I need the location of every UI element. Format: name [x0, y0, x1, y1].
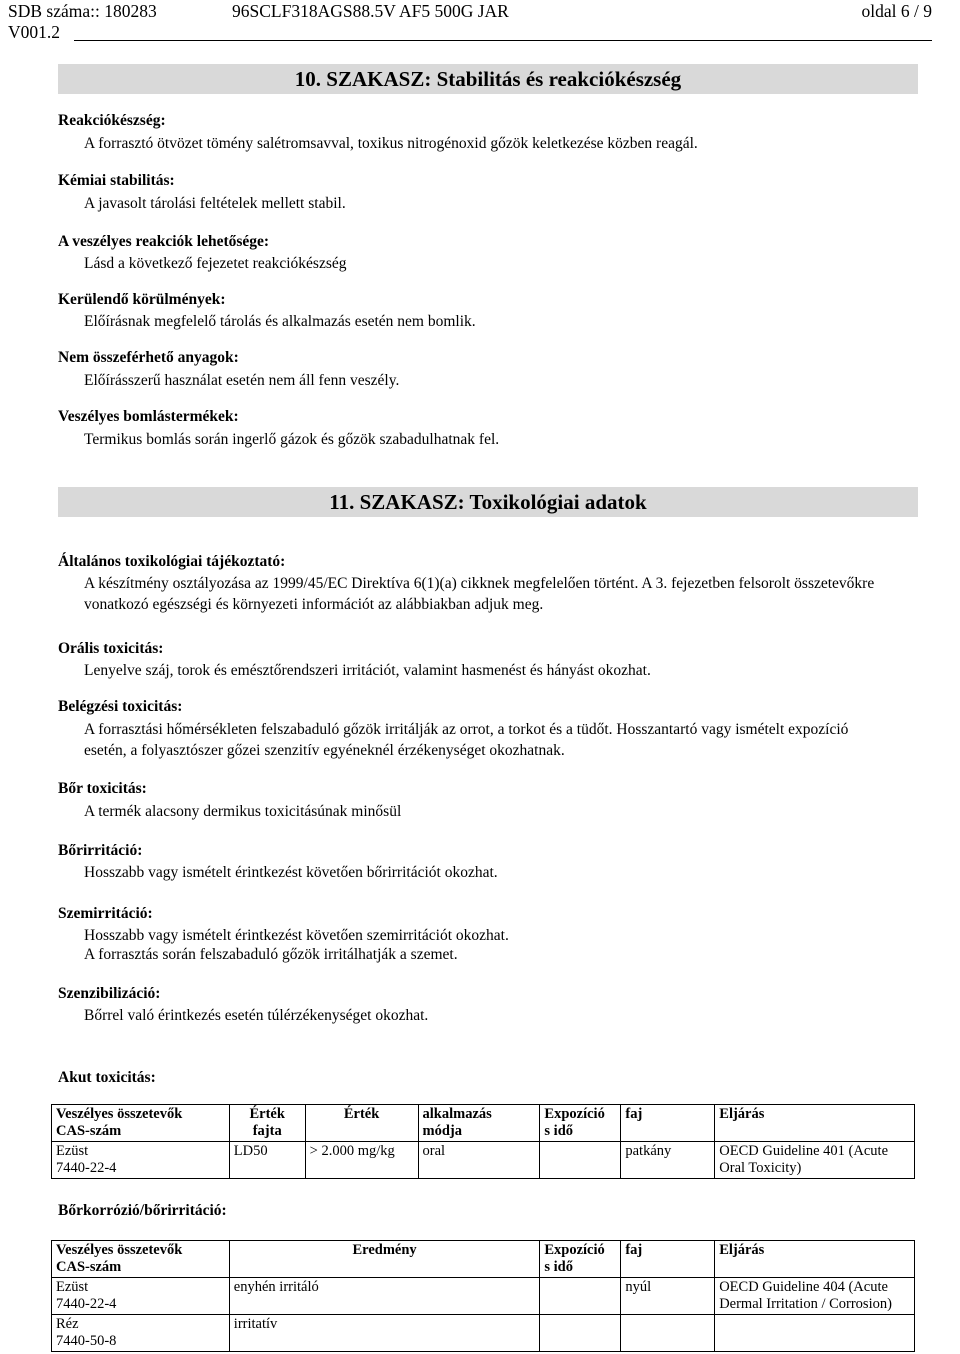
conditions-to-avoid-label: Kerülendő körülmények:: [58, 291, 226, 308]
oral-toxicity-label: Orális toxicitás:: [58, 640, 164, 657]
eye-irritation-text-2: A forrasztás során felszabaduló gőzök irritálhatják a szemet.: [84, 946, 458, 963]
cell-value-type: LD50: [229, 1142, 305, 1179]
header-component: Veszélyes összetevők CAS-szám: [52, 1241, 230, 1278]
cell-component: Réz 7440-50-8: [52, 1315, 230, 1352]
reactivity-label: Reakciókészség:: [58, 112, 166, 129]
decomposition-products-text: Termikus bomlás során ingerlő gázok és gőzök szabadulhatnak fel.: [84, 431, 500, 448]
decomposition-products-label: Veszélyes bomlástermékek:: [58, 408, 239, 425]
dermal-toxicity-label: Bőr toxicitás:: [58, 780, 147, 797]
sds-number: SDB száma:: 180283: [8, 1, 157, 21]
general-toxicology-label: Általános toxikológiai tájékoztató:: [58, 553, 286, 570]
chemical-stability-text: A javasolt tárolási feltételek mellett stabil.: [84, 195, 346, 212]
cell-route: oral: [418, 1142, 540, 1179]
table-row: [52, 1142, 915, 1179]
table-header-row: [52, 1241, 915, 1278]
cell-species: nyúl: [621, 1278, 715, 1315]
table-row: [52, 1278, 915, 1315]
section-10-title: 10. SZAKASZ: Stabilitás és reakciókészség: [58, 64, 918, 94]
header-method: Eljárás: [715, 1241, 915, 1278]
incompatible-materials-label: Nem összeférhető anyagok:: [58, 349, 239, 366]
eye-irritation-text: Hosszabb vagy ismételt érintkezést követően szemirritációt okozhat.: [84, 927, 509, 944]
cell-component: Ezüst 7440-22-4: [52, 1278, 230, 1315]
header-route: alkalmazás módja: [418, 1105, 540, 1142]
product-name: 96SCLF318AGS88.5V AF5 500G JAR: [232, 1, 509, 21]
cell-method: OECD Guideline 404 (Acute Dermal Irritation / Corrosion): [715, 1278, 915, 1315]
header-exposure: Expozíció s idő: [540, 1241, 621, 1278]
sensitization-label: Szenzibilizáció:: [58, 985, 161, 1002]
cell-value: > 2.000 mg/kg: [305, 1142, 418, 1179]
cell-species: patkány: [621, 1142, 715, 1179]
section-11-title: 11. SZAKASZ: Toxikológiai adatok: [58, 487, 918, 517]
hazardous-reactions-text: Lásd a következő fejezetet reakciókészség: [84, 255, 347, 272]
cell-species: [621, 1315, 715, 1352]
cell-exposure: [540, 1278, 621, 1315]
table-row: [52, 1315, 915, 1352]
inhalation-toxicity-label: Belégzési toxicitás:: [58, 698, 183, 715]
conditions-to-avoid-text: Előírásnak megfelelő tárolás és alkalmazás esetén nem bomlik.: [84, 313, 476, 330]
hazardous-reactions-label: A veszélyes reakciók lehetősége:: [58, 233, 270, 250]
cell-method: [715, 1315, 915, 1352]
skin-corrosion-label: Bőrkorrózió/bőrirritáció:: [58, 1202, 227, 1219]
inhalation-toxicity-text: A forrasztási hőmérsékleten felszabaduló gőzök irritálják az orrot, a torkot és a tüdőt. Hosszantartó vagy ismételt expozíció esetén, a folyasztószer gőzei szenzitív egyéneknél érzékenységet okozhatnak.: [84, 721, 849, 759]
dermal-toxicity-text: A termék alacsony dermikus toxicitásúnak minősül: [84, 803, 402, 820]
header-divider: [74, 40, 932, 41]
acute-toxicity-label: Akut toxicitás:: [58, 1069, 156, 1086]
skin-corrosion-table: [51, 1240, 915, 1352]
header-method: Eljárás: [715, 1105, 915, 1142]
page-number: oldal 6 / 9: [861, 1, 932, 21]
header-result: Eredmény: [229, 1241, 540, 1278]
oral-toxicity-text: Lenyelve száj, torok és emésztőrendszeri irritációt, valamint hasmenést és hányást okozhat.: [84, 662, 651, 679]
chemical-stability-label: Kémiai stabilitás:: [58, 172, 175, 189]
cell-method: OECD Guideline 401 (Acute Oral Toxicity): [715, 1142, 915, 1179]
header-species: faj: [621, 1241, 715, 1278]
table-header-row: [52, 1105, 915, 1142]
header-value: Érték: [305, 1105, 418, 1142]
incompatible-materials-text: Előírásszerű használat esetén nem áll fenn veszély.: [84, 372, 400, 389]
sensitization-text: Bőrrel való érintkezés esetén túlérzékenységet okozhat.: [84, 1007, 429, 1024]
eye-irritation-label: Szemirritáció:: [58, 905, 153, 922]
skin-irritation-text: Hosszabb vagy ismételt érintkezést követően bőrirritációt okozhat.: [84, 864, 498, 881]
header-value-type: Érték fajta: [229, 1105, 305, 1142]
version: V001.2: [8, 22, 61, 42]
reactivity-text: A forrasztó ötvözet tömény salétromsavval, toxikus nitrogénoxid gőzök keletkezése közben reagál.: [84, 135, 698, 152]
cell-result: irritatív: [229, 1315, 540, 1352]
general-toxicology-text: A készítmény osztályozása az 1999/45/EC Direktíva 6(1)(a) cikknek megfelelően történt. A 3. fejezetben felsorolt összetevőkre vonatkozó egészségi és környezeti információt az alábbiakban adjuk meg.: [84, 575, 875, 613]
skin-irritation-label: Bőrirritáció:: [58, 842, 143, 859]
cell-exposure: [540, 1142, 621, 1179]
cell-result: enyhén irritáló: [229, 1278, 540, 1315]
cell-component: Ezüst 7440-22-4: [52, 1142, 230, 1179]
cell-exposure: [540, 1315, 621, 1352]
acute-toxicity-table: [51, 1104, 915, 1179]
page-header: [0, 0, 960, 46]
header-exposure: Expozíció s idő: [540, 1105, 621, 1142]
header-component: Veszélyes összetevők CAS-szám: [52, 1105, 230, 1142]
header-species: faj: [621, 1105, 715, 1142]
